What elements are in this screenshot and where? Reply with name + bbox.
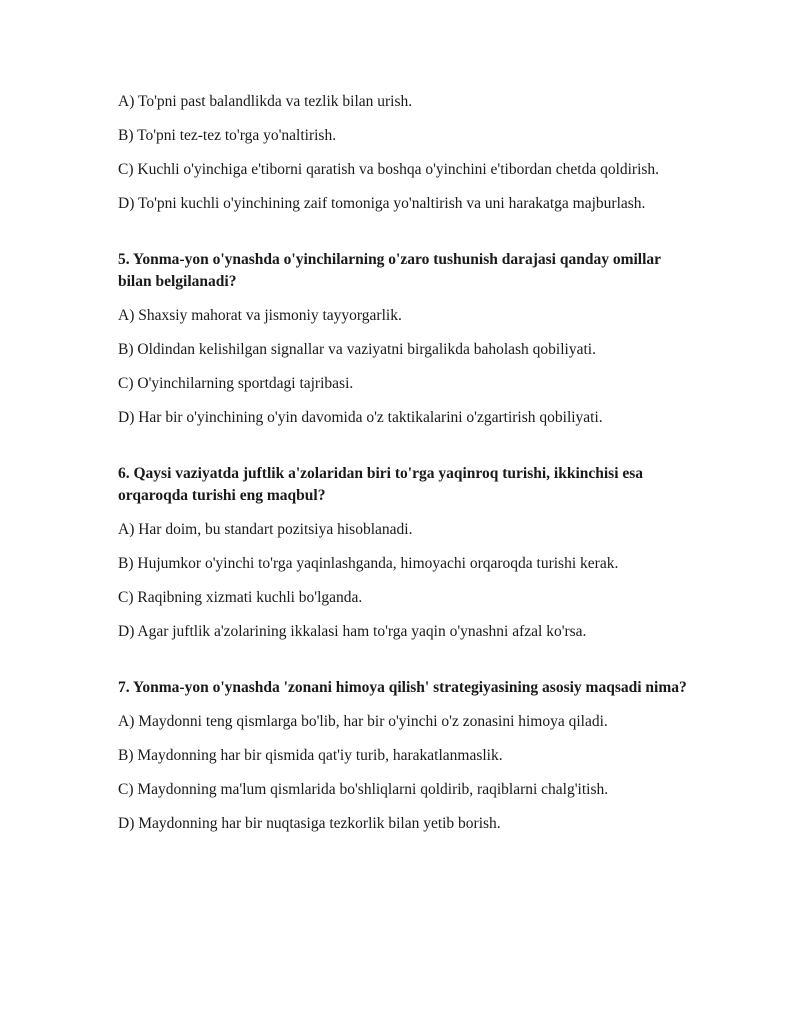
- answer-option-d: D) To'pni kuchli o'yinchining zaif tomoniga yo'naltirish va uni harakatga majburlash.: [118, 195, 646, 212]
- answer-option-b: B) To'pni tez-tez to'rga yo'naltirish.: [118, 127, 337, 144]
- quiz-content: [118, 91, 688, 847]
- answer-option-d: D) Maydonning har bir nuqtasiga tezkorlik bilan yetib borish.: [118, 815, 501, 832]
- answer-option-c: C) Maydonning ma'lum qismlarida bo'shliqlarni qoldirib, raqiblarni chalg'itish.: [118, 781, 609, 798]
- answer-option-b: B) Oldindan kelishilgan signallar va vaziyatni birgalikda baholash qobiliyati.: [118, 341, 596, 358]
- answer-option-c: C) O'yinchilarning sportdagi tajribasi.: [118, 375, 354, 392]
- question-text: 6. Qaysi vaziyatda juftlik a'zolaridan biri to'rga yaqinroq turishi, ikkinchisi esa orqaroqda turishi eng maqbul?: [118, 465, 644, 504]
- question-text: 5. Yonma-yon o'ynashda o'yinchilarning o'zaro tushunish darajasi qanday omillar bilan belgilanadi?: [118, 251, 661, 290]
- question-4-options: [118, 91, 688, 215]
- answer-option-a: A) Shaxsiy mahorat va jismoniy tayyorgarlik.: [118, 307, 402, 324]
- question-5: [118, 249, 688, 429]
- question-7: [118, 677, 688, 835]
- answer-option-c: C) Kuchli o'yinchiga e'tiborni qaratish va boshqa o'yinchini e'tibordan chetda qoldirish.: [118, 161, 660, 178]
- answer-option-a: A) To'pni past balandlikda va tezlik bilan urish.: [118, 93, 413, 110]
- answer-option-a: A) Har doim, bu standart pozitsiya hisoblanadi.: [118, 521, 413, 538]
- answer-option-a: A) Maydonni teng qismlarga bo'lib, har bir o'yinchi o'z zonasini himoya qiladi.: [118, 713, 608, 730]
- answer-option-d: D) Agar juftlik a'zolarining ikkalasi ham to'rga yaqin o'ynashni afzal ko'rsa.: [118, 623, 587, 640]
- answer-option-d: D) Har bir o'yinchining o'yin davomida o'z taktikalarini o'zgartirish qobiliyati.: [118, 409, 603, 426]
- question-6: [118, 463, 688, 643]
- question-text: 7. Yonma-yon o'ynashda 'zonani himoya qilish' strategiyasining asosiy maqsadi nima?: [118, 679, 687, 696]
- answer-option-c: C) Raqibning xizmati kuchli bo'lganda.: [118, 589, 363, 606]
- answer-option-b: B) Hujumkor o'yinchi to'rga yaqinlashganda, himoyachi orqaroqda turishi kerak.: [118, 555, 619, 572]
- answer-option-b: B) Maydonning har bir qismida qat'iy turib, harakatlanmaslik.: [118, 747, 503, 764]
